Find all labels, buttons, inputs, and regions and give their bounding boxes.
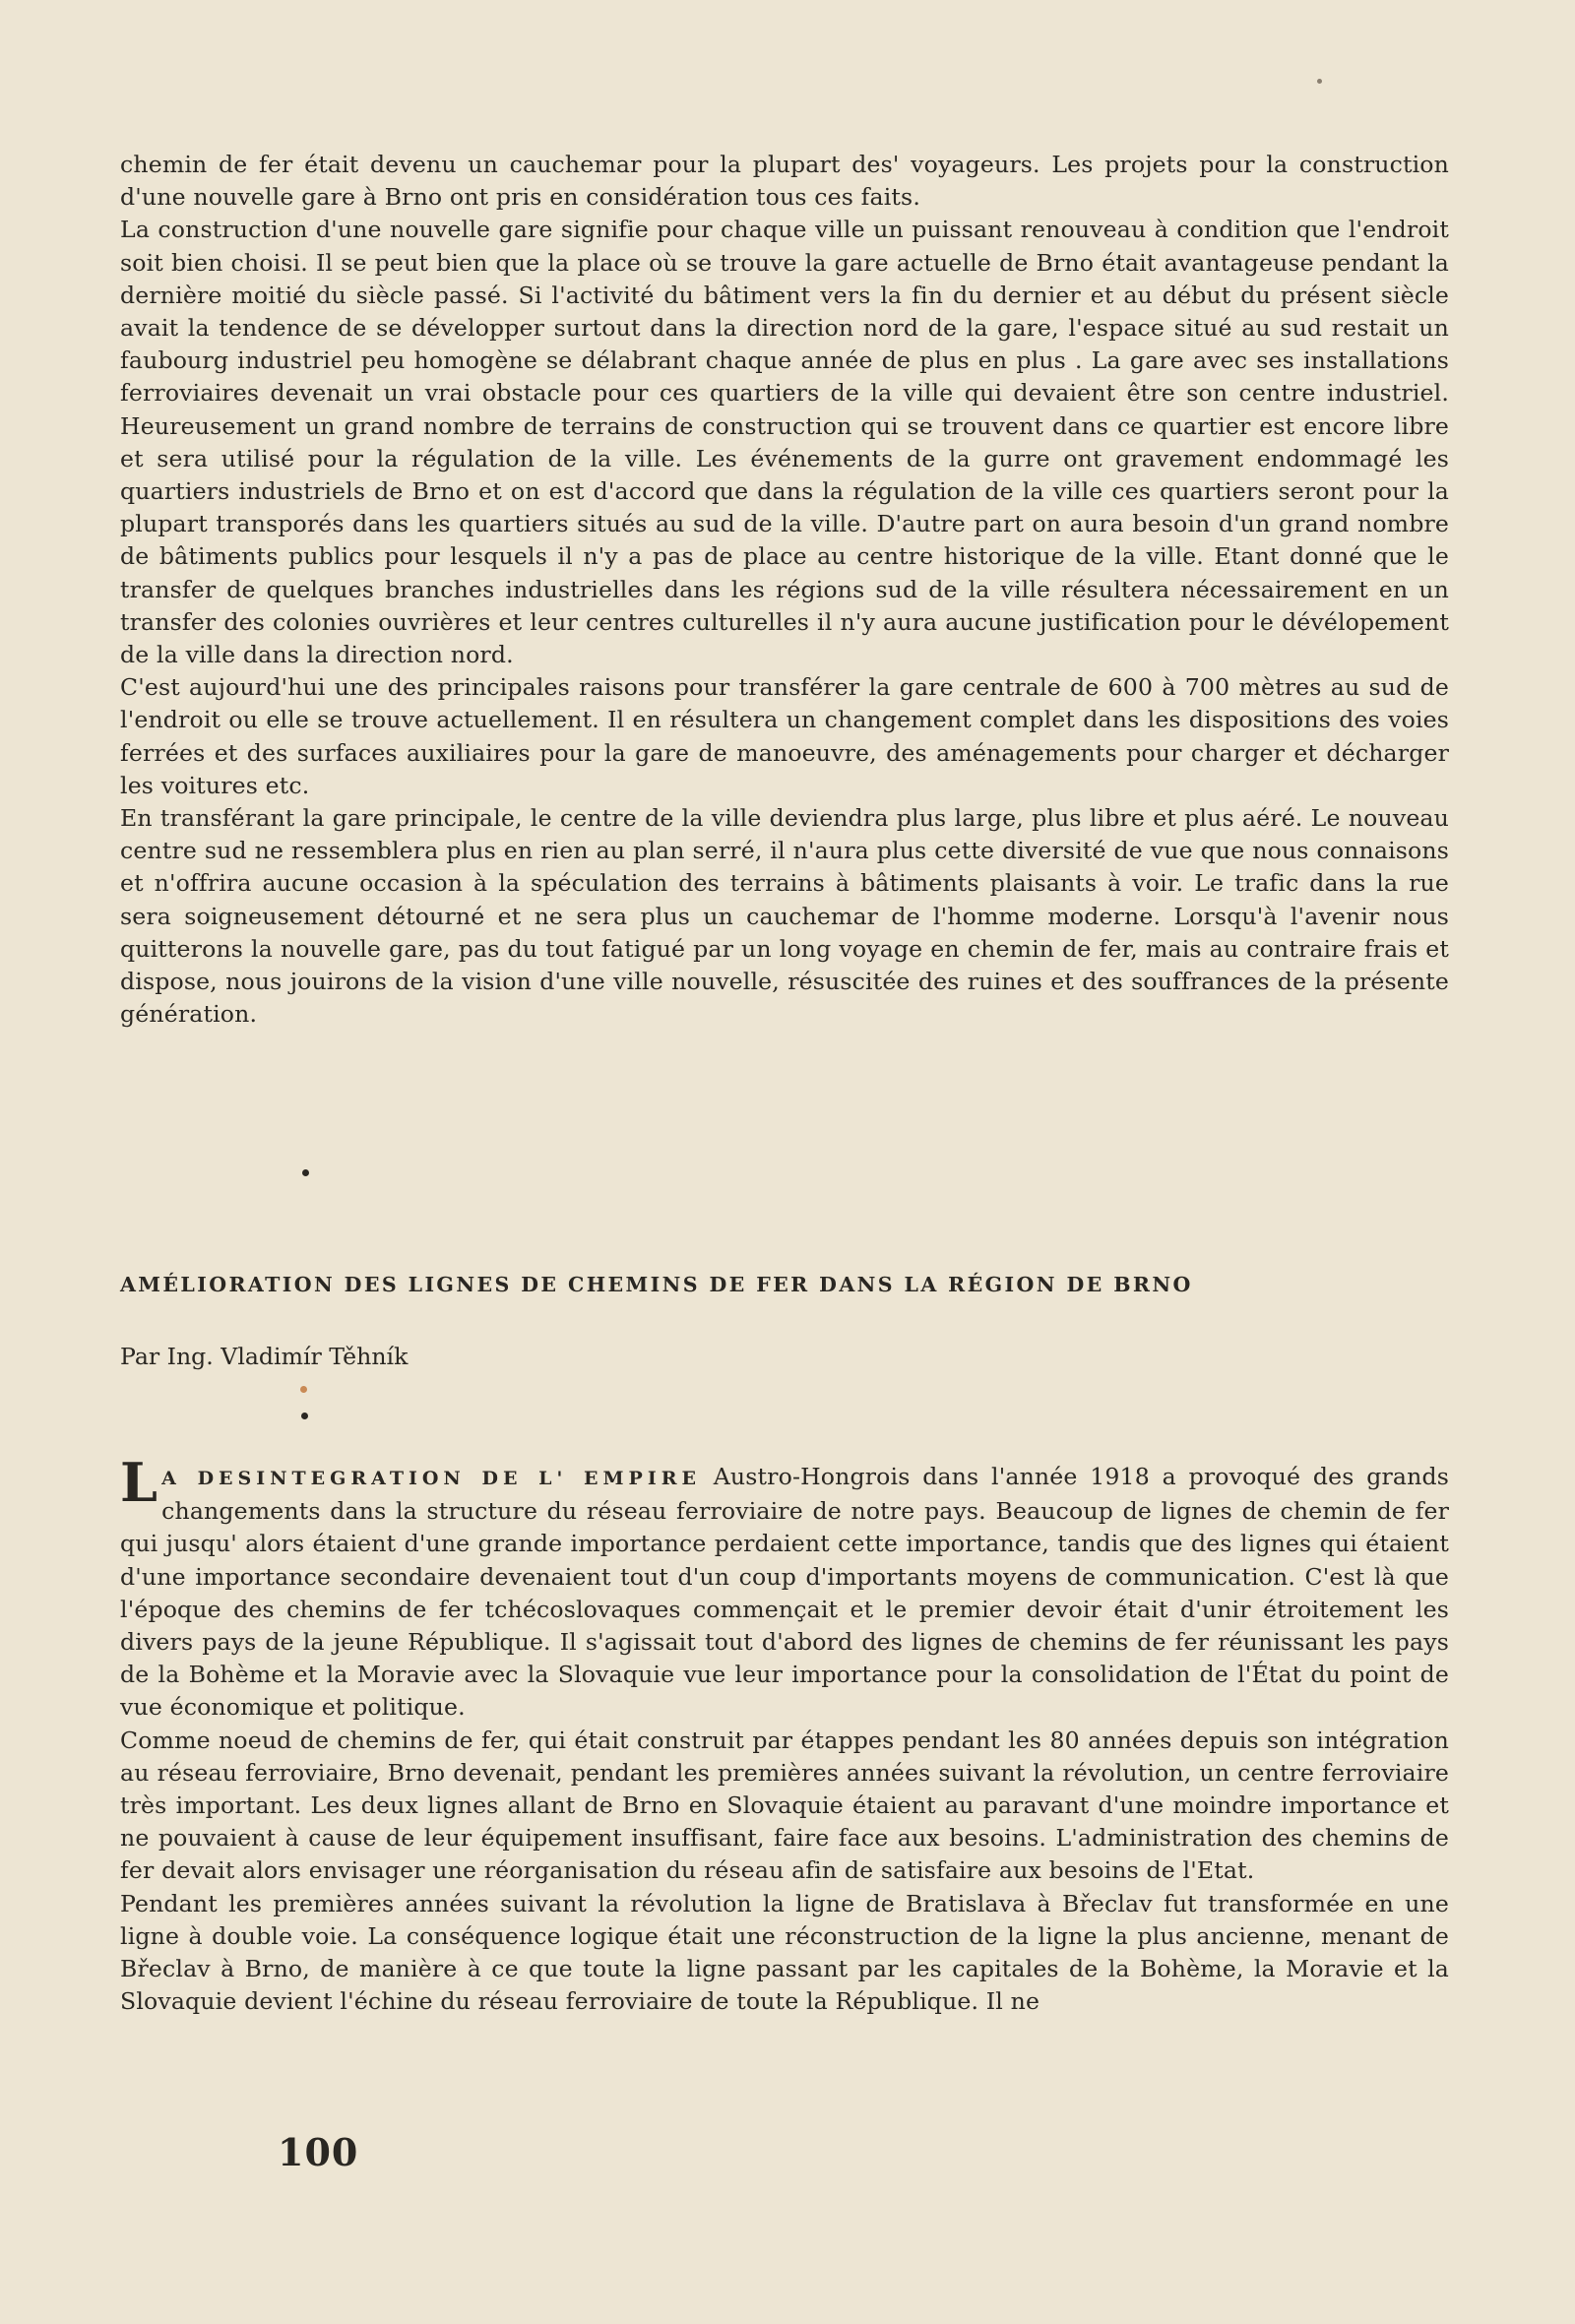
article-first-paragraph	[120, 1451, 1449, 1725]
paragraph: Pendant les premières années suivant la révolution la ligne de Bratislava à Břeclav fut transformée en une ligne à double voie. La conséquence logique était une réconstruction de la ligne la plus ancienne, menant de Břeclav à Brno, de manière à ce que toute la ligne passant par les capitales de la Bohème, la Moravie et la Slovaquie devient l'échine du réseau ferroviaire de toute la République. Il ne	[120, 1889, 1449, 2016]
page-number: 100	[278, 2130, 359, 2174]
ornament-dot	[300, 1386, 307, 1393]
continued-text-block	[120, 149, 1449, 1031]
paragraph: chemin de fer était devenu un cauchemar pour la plupart des' voyageurs. Les projets pour la construction d'une nouvelle gare à Brno ont pris en considération tous ces faits.	[120, 151, 1449, 212]
article-body	[120, 1451, 1449, 2018]
paragraph: Comme noeud de chemins de fer, qui était construit par étappes pendant les 80 années depuis son intégration au réseau ferroviaire, Brno devenait, pendant les premières années suivant la révolution, un centre ferroviaire très important. Les deux lignes allant de Brno en Slovaquie étaient au paravant d'une moindre importance et ne pouvaient à cause de leur équipement insuffisant, faire face aux besoins. L'administration des chemins de fer devait alors envisager une réorganisation du réseau afin de satisfaire aux besoins de l'Etat.	[120, 1726, 1449, 1885]
ornament-dot	[301, 1413, 308, 1419]
paragraph: La construction d'une nouvelle gare signifie pour chaque ville un puissant renouveau à condition que l'endroit soit bien choisi. Il se peut bien que la place où se trouve la gare actuelle de Brno était avantageuse pendant la dernière moitié du siècle passé. Si l'activité du bâtiment vers la fin du dernier et au début du présent siècle avait la tendence de se développer surtout dans la direction nord de la gare, l'espace situé au sud restait un faubourg industriel peu homogène se délabrant chaque année de plus en plus . La gare avec ses installations ferroviaires devenait un vrai obstacle pour ces quartiers de la ville qui devaient être son centre industriel. Heureusement un grand nombre de terrains de construction qui se trouvent dans ce quartier est encore libre et sera utilisé pour la régulation de la ville. Les événements de la gurre ont gravement endommagé les quartiers industriels de Brno et on est d'accord que dans la régulation de la ville ces quartiers seront pour la plupart transporés dans les quartiers situés au sud de la ville. D'autre part on aura besoin d'un grand nombre de bâtiments publics pour lesquels il n'y a pas de place au centre historique de la ville. Etant donné que le transfer de quelques branches industrielles dans les régions sud de la ville résultera nécessairement en un transfer des colonies ouvrières et leur centres culturelles il n'y aura aucune justification pour le dévélopement de la ville dans la direction nord.	[120, 216, 1449, 669]
speck-mark	[1317, 79, 1322, 84]
section-separator-dot	[302, 1169, 309, 1176]
article-heading: AMÉLIORATION DES LIGNES DE CHEMINS DE FER DANS LA RÉGION DE BRNO	[120, 1273, 1193, 1296]
drop-cap: L	[120, 1451, 158, 1514]
article-byline: Par Ing. Vladimír Těhník	[120, 1343, 409, 1370]
opening-small-caps: A DESINTEGRATION DE L' EMPIRE	[161, 1468, 701, 1489]
paragraph: En transférant la gare principale, le centre de la ville deviendra plus large, plus libre et plus aéré. Le nouveau centre sud ne ressemblera plus en rien au plan serré, il n'aura plus cette diversité de vue que nous connaisons et n'offrira aucune occasion à la spéculation des terrains à bâtiments plaisants à voir. Le trafic dans la rue sera soigneusement détourné et ne sera plus un cauchemar de l'homme moderne. Lorsqu'à l'avenir nous quitterons la nouvelle gare, pas du tout fatigué par un long voyage en chemin de fer, mais au contraire frais et dispose, nous jouirons de la vision d'une ville nouvelle, résuscitée des ruines et des souffrances de la présente génération.	[120, 804, 1449, 1029]
paragraph-text: Austro-Hongrois dans l'année 1918 a provoqué des grands changements dans la structure du réseau ferroviaire de notre pays. Beaucoup de lignes de chemin de fer qui jusqu' alors étaient d'une grande importance perdaient cette importance, tandis que des lignes qui étaient d'une importance secondaire devenaient tout d'un coup d'importants moyens de communication. C'est là que l'époque des chemins de fer tchécoslovaques commençait et le premier devoir était d'unir étroitement les divers pays de la jeune République. Il s'agissait tout d'abord des lignes de chemins de fer réunissant les pays de la Bohème et la Moravie avec la Slovaquie vue leur importance pour la consolidation de l'État du point de vue économique et politique.	[120, 1463, 1449, 1722]
paragraph: C'est aujourd'hui une des principales raisons pour transférer la gare centrale de 600 à 700 mètres au sud de l'endroit ou elle se trouve actuellement. Il en résultera un changement complet dans les dispositions des voies ferrées et des surfaces auxiliaires pour la gare de manoeuvre, des aménagements pour charger et décharger les voitures etc.	[120, 673, 1449, 799]
